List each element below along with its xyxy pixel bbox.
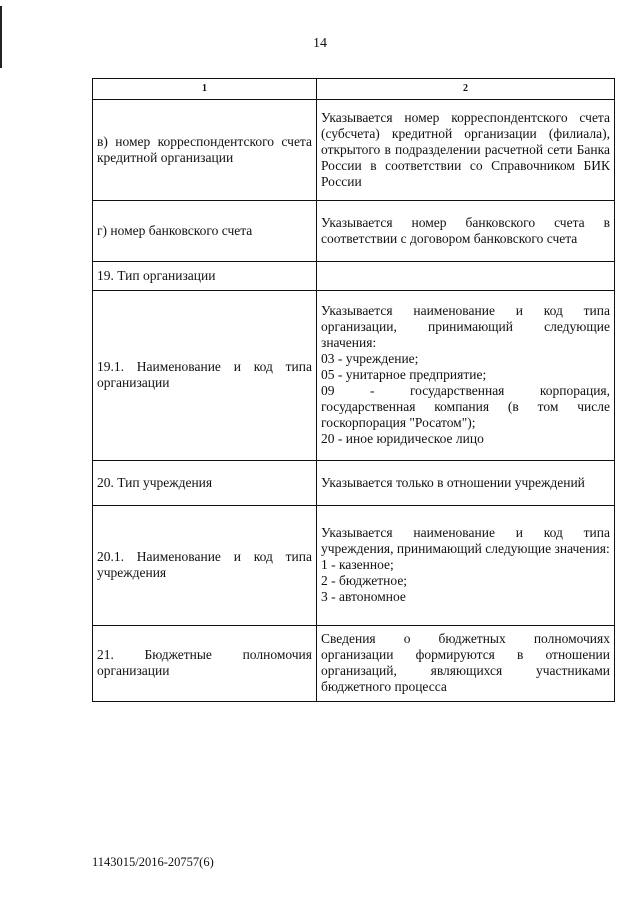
- row-description: [317, 262, 615, 291]
- table-row: [93, 262, 615, 291]
- description-line: Указывается наименование и код типа организации, принимающий следующие значения:: [321, 303, 610, 350]
- row-label: 19.1. Наименование и код типа организации: [93, 291, 317, 461]
- row-label: 20.1. Наименование и код типа учреждения: [93, 506, 317, 626]
- row-description: Сведения о бюджетных полномочиях организации формируются в отношении организаций, являющихся участниками бюджетного процесса: [317, 626, 615, 702]
- row-label: г) номер банковского счета: [93, 201, 317, 262]
- table-row: [93, 626, 615, 702]
- column-header-2: 2: [317, 79, 615, 100]
- row-label: 21. Бюджетные полномочия организации: [93, 626, 317, 702]
- row-label: в) номер корреспондентского счета кредитной организации: [93, 100, 317, 201]
- description-line: 09 - государственная корпорация, государственная компания (в том числе госкорпорация "Росатом");: [321, 383, 610, 430]
- document-code: 1143015/2016-20757(6): [92, 855, 214, 869]
- description-line: 03 - учреждение;: [321, 351, 419, 366]
- table-row: [93, 201, 615, 262]
- row-description: [317, 291, 615, 461]
- description-line: 2 - бюджетное;: [321, 573, 408, 588]
- row-description: Указывается номер банковского счета в соответствии с договором банковского счета: [317, 201, 615, 262]
- requisites-table: [92, 78, 615, 702]
- page-number: 14: [313, 36, 327, 51]
- description-line: 1 - казенное;: [321, 557, 394, 572]
- row-description: Указывается только в отношении учреждений: [317, 461, 615, 506]
- table-row: [93, 291, 615, 461]
- row-label: 19. Тип организации: [93, 262, 317, 291]
- table-header-row: [93, 79, 615, 100]
- table-row: [93, 461, 615, 506]
- row-description: Указывается номер корреспондентского счета (субсчета) кредитной организации (филиала), открытого в подразделении расчетной сети Банка России в соответствии со Справочником БИК России: [317, 100, 615, 201]
- table-row: [93, 100, 615, 201]
- description-line: 05 - унитарное предприятие;: [321, 367, 487, 382]
- column-header-1: 1: [93, 79, 317, 100]
- table-row: [93, 506, 615, 626]
- description-line: 20 - иное юридическое лицо: [321, 431, 484, 446]
- description-line: Указывается наименование и код типа учреждения, принимающий следующие значения:: [321, 525, 610, 556]
- row-label: 20. Тип учреждения: [93, 461, 317, 506]
- description-line: 3 - автономное: [321, 589, 406, 604]
- row-description: [317, 506, 615, 626]
